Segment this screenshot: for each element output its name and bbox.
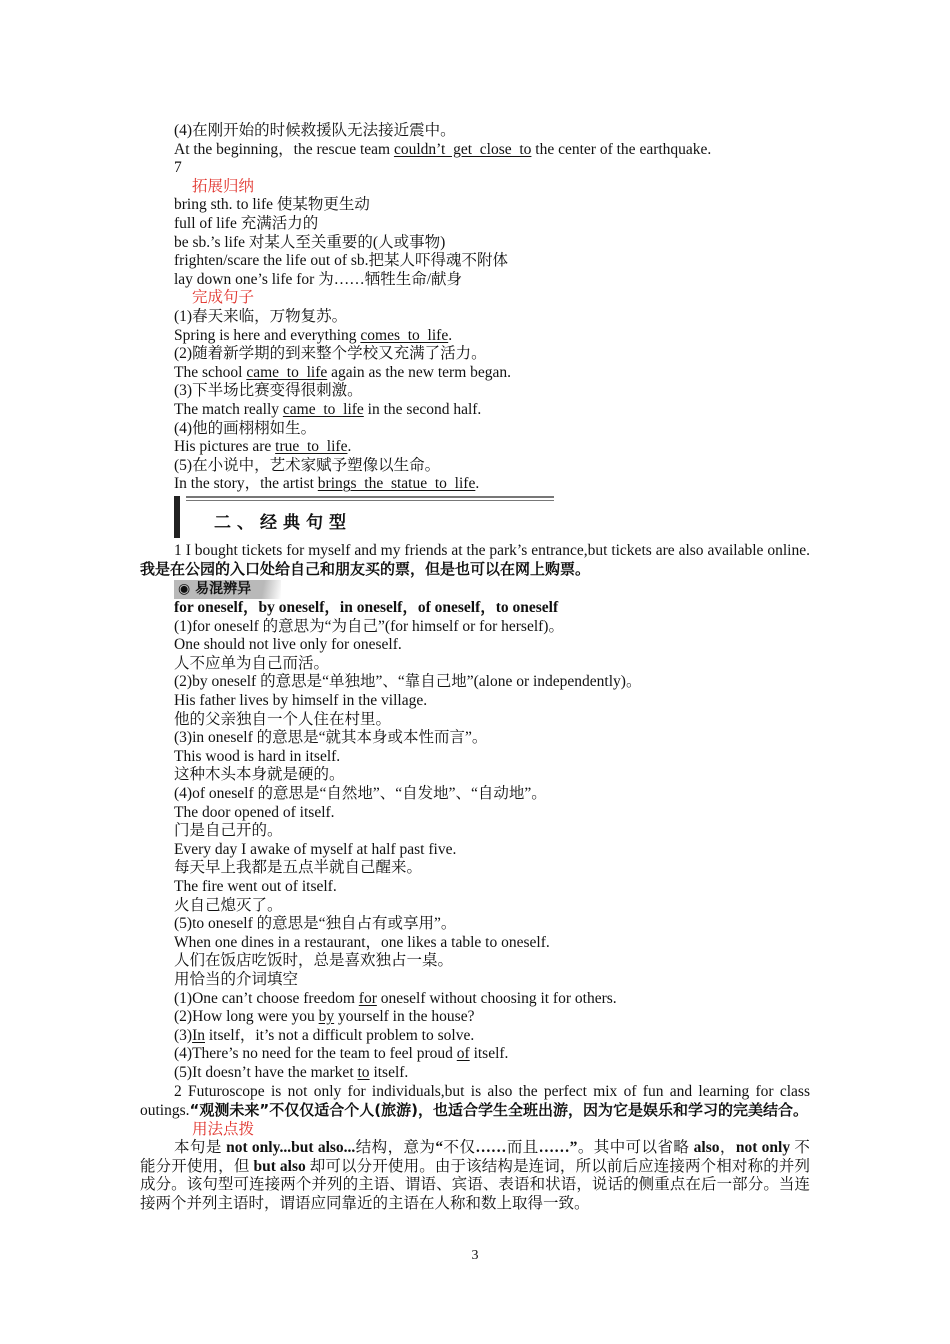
vocab-line: 7 [174,159,182,177]
page-number: 3 [471,1248,479,1263]
confusable-section [140,599,810,1082]
vocab-line: full of life 充满活力的 [174,214,319,232]
confusable-line: (3)in oneself 的意思是“就其本身或本性而言”。 [174,729,488,747]
banner-bar [174,496,180,538]
vocab-line: bring sth. to life 使某物更生动 [174,196,370,214]
confusable-line: 人们在饭店吃饭时，总是喜欢独占一桌。 [174,952,454,970]
vocab-line: frighten/scare the life out of sb.把某人吓得魂不附体 [174,252,509,270]
example-sentence-1: 1 I bought tickets for myself and my friends at the park’s entrance,but tickets are also available online.我是在公园的入口处给自己和朋友买的票，但是也可以在网上购票。 [140,541,810,579]
vocab-line: 拓展归纳 [192,177,255,195]
confusable-line: This wood is hard in itself. [174,747,341,765]
confusable-line: 人不应单为自己而活。 [174,654,330,672]
confusable-line: 这种木头本身就是硬的。 [174,766,345,784]
banner-rule [186,496,554,498]
confusable-line: 火自己熄灭了。 [174,896,283,914]
confusable-line: (1)One can’t choose freedom for oneself without choosing it for others. [174,989,617,1007]
banner-rule-thin [186,500,554,501]
confusable-line: One should not live only for oneself. [174,636,402,654]
vocab-line: be sb.’s life 对某人至关重要的(人或事物) [174,233,446,251]
confusable-line: When one dines in a restaurant，one likes a table to oneself. [174,933,550,951]
vocab-line: (2)随着新学期的到来整个学校又充满了活力。 [174,345,487,363]
confusable-line: (1)for oneself 的意思为“为自己”(for himself or for herself)。 [174,617,564,635]
confusable-line: (4)of oneself 的意思是“自然地”、“自发地”、“自动地”。 [174,785,547,802]
confusable-line: Every day I awake of myself at half past five. [174,840,457,858]
confusable-line: 门是自己开的。 [174,822,283,840]
vocab-line: 完成句子 [192,289,255,307]
confusable-line: The door opened of itself. [174,803,335,821]
vocab-line: (4)在刚开始的时候救援队无法接近震中。 [174,122,456,139]
confusable-line: (3)In itself，it’s not a difficult problem to solve. [174,1026,475,1044]
page-content [140,122,810,1214]
vocab-line: lay down one’s life for 为……牺牲生命/献身 [174,270,463,288]
vocab-line: In the story，the artist brings the statue to life. [174,475,480,493]
vocab-line: (1)春天来临，万物复苏。 [174,307,348,325]
section-title: 二、经典句型 [214,512,352,533]
confusable-line: 他的父亲独自一个人住在村里。 [174,710,392,728]
confusable-line: (5)to oneself 的意思是“独自占有或享用”。 [174,915,457,933]
usage-paragraph: 本句是 not only...but also...结构，意为“不仅……而且……”。其中可以省略 also，not only 不能分开使用，但 but also 却可以分开使用。由于该结构是连词，所以前后应连接两个相对称的并列成分。该句型可连接两个并列的主语、谓语、宾语、表语和状语，说话的侧重点在后一部分。当连接两个并列主语时，谓语应同靠近的主语在人称和数上取得一致。 [140,1139,810,1213]
confusable-line: (2)How long were you by yourself in the house? [174,1008,475,1026]
vocab-line: (3)下半场比赛变得很刺激。 [174,382,363,400]
confusable-tag: ◉ 易混辨异 [174,580,281,599]
vocab-line: (4)他的画栩栩如生。 [174,419,317,437]
vocab-line: (5)在小说中，艺术家赋予塑像以生命。 [174,456,441,474]
vocab-line: Spring is here and everything comes to life. [174,326,453,344]
vocab-line: The school came to life again as the new term began. [174,363,512,381]
confusable-line: for oneself，by oneself，in oneself，of oneself，to oneself [174,599,559,617]
confusable-line: (4)There’s no need for the team to feel proud of itself. [174,1045,509,1063]
section-banner [174,496,554,538]
vocab-line: His pictures are true to life. [174,438,352,456]
confusable-line: (5)It doesn’t have the market to itself. [174,1063,409,1081]
vocab-line: At the beginning，the rescue team couldn’t get close to the center of the earthquake. [174,140,712,158]
confusable-line: (2)by oneself 的意思是“单独地”、“靠自己地”(alone or independently)。 [174,673,642,691]
confusable-line: 每天早上我都是五点半就自己醒来。 [174,859,423,877]
confusable-line: His father lives by himself in the village. [174,692,428,710]
usage-title: 用法点拨 [192,1120,255,1138]
confusable-line: 用恰当的介词填空 [174,970,299,988]
vocab-section [140,122,810,494]
example-sentence-2: 2 Futuroscope is not only for individuals,but is also the perfect mix of fun and learning for class outings.“观测未来”不仅仅适合个人(旅游)，也适合学生全班出游，因为它是娱乐和学习的完美结合。 [140,1082,810,1120]
vocab-line: The match really came to life in the second half. [174,400,482,418]
confusable-line: The fire went out of itself. [174,877,337,895]
